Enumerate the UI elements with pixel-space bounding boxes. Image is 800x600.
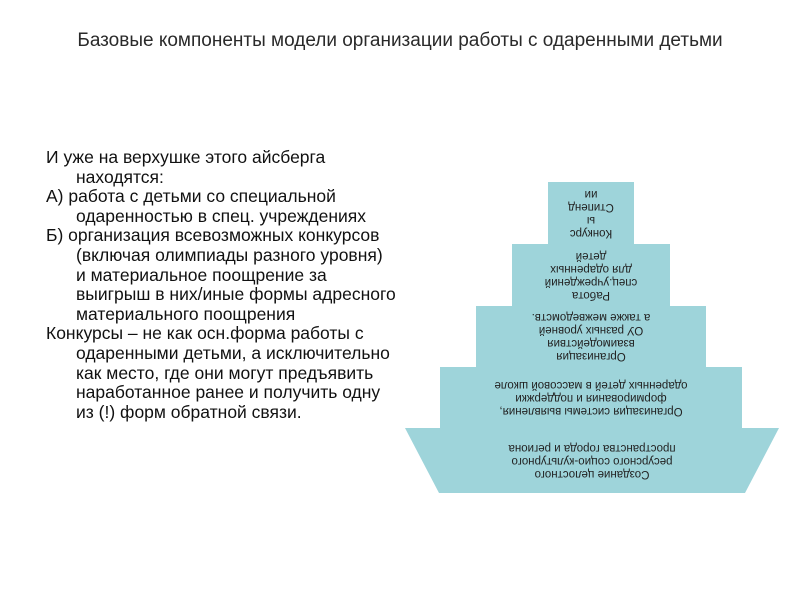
pyramid-tier-line: Организация системы выявления, <box>499 405 683 417</box>
pyramid-tier-line: детей <box>575 250 607 262</box>
pyramid-tier-line: Стипенд <box>568 201 614 213</box>
pyramid-tier-3-text <box>476 306 706 367</box>
pyramid-tier-line: Организация <box>556 350 626 363</box>
pyramid-tier-line: спец.учреждений <box>544 276 638 288</box>
pyramid-tier-line: одаренных детей в массовой школе <box>494 379 688 391</box>
pyramid-tier-line: Создание целостного <box>534 468 650 480</box>
item-b-text: Б) организация всевозможных конкурсов (включая олимпиады разного уровня) и материальное поощрение за выигрыш в них/иные формы адресного материального поощрения <box>46 225 396 324</box>
pyramid-tier-2 <box>440 367 742 428</box>
pyramid-tier-line: ОУ разных уровней <box>538 324 644 337</box>
contests-text: Конкурсы – не как осн.форма работы с одаренными детьми, а исключительно как место, где они могут предъявить наработанное ранее и получить одну из (!) форм обратной связи. <box>46 323 390 422</box>
pyramid-tier-line: ресурсного социо-культурного <box>511 455 673 467</box>
pyramid-tier-line: для одаренных <box>550 263 632 275</box>
intro-text: И уже на верхушке этого айсберга находятся: <box>46 147 326 187</box>
pyramid-tier-line: ы <box>586 214 596 226</box>
pyramid-tier-1-text <box>405 428 779 493</box>
pyramid-tier-line: формирования и поддержки <box>515 392 667 404</box>
pyramid-tier-4-text <box>512 244 670 306</box>
pyramid-tier-4 <box>512 244 670 306</box>
pyramid-tier-line: а также межведомств. <box>531 311 651 324</box>
pyramid-tier-5-text <box>548 182 634 244</box>
pyramid-tier-line: Работа <box>572 289 610 301</box>
pyramid-tier-line: ии <box>584 188 598 200</box>
pyramid-tier-line: взаимодействия <box>547 337 635 350</box>
pyramid-tier-line: пространства города и региона <box>508 442 676 454</box>
pyramid-tier-2-text <box>440 367 742 428</box>
pyramid-tier-line: Конкурс <box>569 227 613 239</box>
pyramid-tier-5 <box>548 182 634 244</box>
pyramid-tier-3 <box>476 306 706 367</box>
pyramid-tier-1 <box>405 428 779 493</box>
item-a-text: А) работа с детьми со специальной одаренностью в спец. учреждениях <box>46 186 367 226</box>
slide-title: Базовые компоненты модели организации работы с одаренными детьми <box>77 30 723 51</box>
